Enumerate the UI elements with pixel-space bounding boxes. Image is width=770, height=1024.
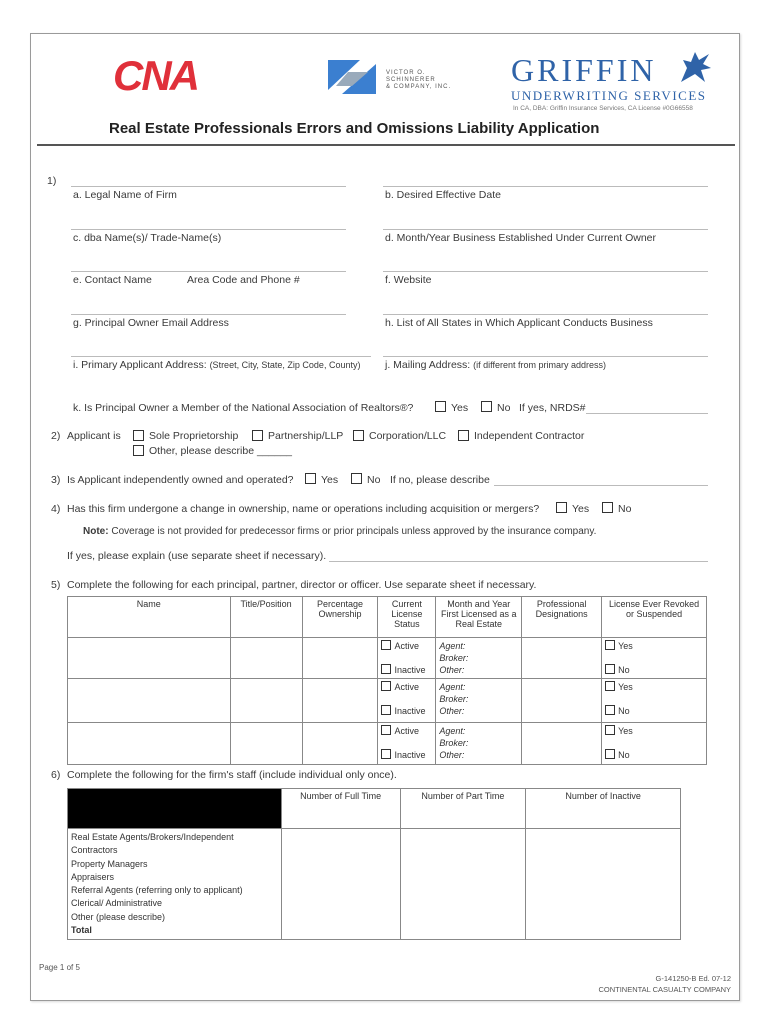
status-active[interactable] xyxy=(381,640,432,651)
col-designations: Professional Designations xyxy=(522,597,602,638)
q2-other-label: Other, please describe ______ xyxy=(149,445,293,457)
q3-describe-field[interactable] xyxy=(494,485,708,486)
revoked-no-checkbox[interactable] xyxy=(605,705,615,715)
q1b-label: b. Desired Effective Date xyxy=(385,189,501,201)
q1h-label: h. List of All States in Which Applicant Conducts Business xyxy=(385,317,653,329)
revoked-yes-checkbox[interactable] xyxy=(605,681,615,691)
q2-contractor-label: Independent Contractor xyxy=(474,430,585,442)
staff-table xyxy=(67,788,681,940)
col-part-time: Number of Part Time xyxy=(400,789,526,829)
q5-label: Complete the following for each principal, partner, director or officer. Use separate sheet if necessary. xyxy=(67,579,537,591)
q3-yes-checkbox[interactable] xyxy=(305,473,316,484)
principal-status-cell xyxy=(378,638,436,679)
q6-label: Complete the following for the firm's staff (include individual only once). xyxy=(67,769,397,781)
q3-no-checkbox[interactable] xyxy=(351,473,362,484)
title-rule xyxy=(37,144,735,146)
q2-sole-checkbox[interactable] xyxy=(133,430,144,441)
staff-labels-cell xyxy=(68,829,282,940)
schinnerer-text-2: SCHINNERER xyxy=(386,77,436,83)
col-ownership: Percentage Ownership xyxy=(302,597,378,638)
agent-label: Agent: xyxy=(439,641,466,651)
status-inactive[interactable] xyxy=(381,705,432,716)
q2-partnership-label: Partnership/LLP xyxy=(268,430,344,442)
inactive-label: Inactive xyxy=(394,750,426,760)
staff-row-label: Real Estate Agents/Brokers/Independent Contractors xyxy=(71,832,234,856)
q1e-field[interactable] xyxy=(71,271,346,272)
q4-note-text: Coverage is not provided for predecessor firms or prior principals unless approved by the insurance company. xyxy=(111,526,597,537)
col-full-time: Number of Full Time xyxy=(281,789,400,829)
principal-status-cell xyxy=(378,723,436,765)
principal-row-3 xyxy=(68,723,707,765)
revoked-yes-checkbox[interactable] xyxy=(605,640,615,650)
company-name: CONTINENTAL CASUALTY COMPANY xyxy=(598,985,731,994)
q1e-phone-label: Area Code and Phone # xyxy=(187,274,300,286)
q1d-label: d. Month/Year Business Established Under Current Owner xyxy=(385,232,657,244)
principal-revoked-cell xyxy=(602,638,707,679)
revoked-yes-checkbox[interactable] xyxy=(605,725,615,735)
q1k-no-label: No xyxy=(497,402,511,414)
q1c-label: c. dba Name(s)/ Trade-Name(s) xyxy=(73,232,222,244)
principal-name-cell[interactable] xyxy=(68,723,231,765)
q1i-label xyxy=(73,359,360,371)
staff-row-label: Total xyxy=(71,925,92,936)
q1f-label: f. Website xyxy=(385,274,432,286)
revoked-no[interactable] xyxy=(605,664,703,675)
col-first-licensed: Month and Year First Licensed as a Real Estate xyxy=(436,597,522,638)
application-page xyxy=(30,33,740,1001)
q2-label: Applicant is xyxy=(67,430,121,442)
staff-header-redacted xyxy=(68,789,282,829)
q2-other-checkbox[interactable] xyxy=(133,445,144,456)
page-title: Real Estate Professionals Errors and Omissions Liability Application xyxy=(109,120,600,137)
q1g-label: g. Principal Owner Email Address xyxy=(73,317,229,329)
staff-full-time-cell[interactable] xyxy=(281,829,400,940)
q1i-note: (Street, City, State, Zip Code, County) xyxy=(209,360,361,370)
col-license-status: Current License Status xyxy=(378,597,436,638)
q6-number: 6) xyxy=(51,769,61,781)
agent-label: Agent: xyxy=(439,682,466,692)
q2-corporation-checkbox[interactable] xyxy=(353,430,364,441)
principals-table xyxy=(67,596,707,765)
principal-licensed-cell[interactable] xyxy=(436,723,522,765)
q1k-yes-checkbox[interactable] xyxy=(435,401,446,412)
q1f-field[interactable] xyxy=(383,271,708,272)
q4-note xyxy=(83,526,596,537)
q2-corporation-label: Corporation/LLC xyxy=(369,430,447,442)
q4-no-label: No xyxy=(618,503,632,515)
other-label: Other: xyxy=(439,706,465,716)
revoked-yes[interactable] xyxy=(605,681,703,692)
revoked-no-checkbox[interactable] xyxy=(605,664,615,674)
staff-row-label: Clerical/ Administrative xyxy=(71,898,163,909)
staff-part-time-cell[interactable] xyxy=(400,829,526,940)
principal-name-cell[interactable] xyxy=(68,638,231,679)
principal-ownership-cell[interactable] xyxy=(302,679,378,723)
active-checkbox[interactable] xyxy=(381,681,391,691)
q1k-yes-label: Yes xyxy=(451,402,469,414)
staff-row-agents xyxy=(68,829,681,940)
staff-inactive-cell[interactable] xyxy=(526,829,681,940)
principal-status-cell xyxy=(378,679,436,723)
principal-designations-cell[interactable] xyxy=(522,723,602,765)
q1g-field[interactable] xyxy=(71,314,346,315)
principal-title-cell[interactable] xyxy=(230,679,302,723)
other-label: Other: xyxy=(439,665,465,675)
q4-yes-checkbox[interactable] xyxy=(556,502,567,513)
revoked-yes-label: Yes xyxy=(618,726,633,736)
q4-label: Has this firm undergone a change in ownership, name or operations including acquisition or mergers? xyxy=(67,503,540,515)
q1k-nrds-label: If yes, NRDS# xyxy=(519,402,586,414)
q1j-field[interactable] xyxy=(383,356,708,357)
griffin-name: GRIFFIN xyxy=(511,52,657,88)
q1a-field[interactable] xyxy=(71,186,346,187)
form-number: G-141250-B Ed. 07-12 xyxy=(655,974,731,983)
principal-name-cell[interactable] xyxy=(68,679,231,723)
q3-no-label: No xyxy=(367,474,381,486)
broker-label: Broker: xyxy=(439,653,469,663)
q4-note-bold: Note: xyxy=(83,526,109,537)
staff-row-label: Referral Agents (referring only to applicant) xyxy=(71,885,243,896)
q5-number: 5) xyxy=(51,579,61,591)
col-revoked: License Ever Revoked or Suspended xyxy=(602,597,707,638)
q2-contractor-checkbox[interactable] xyxy=(458,430,469,441)
cna-logo xyxy=(113,56,223,96)
q4-no-checkbox[interactable] xyxy=(602,502,613,513)
col-name: Name xyxy=(68,597,231,638)
status-active[interactable] xyxy=(381,681,432,692)
q2-sole-label: Sole Proprietorship xyxy=(149,430,239,442)
svg-text:CNA: CNA xyxy=(113,56,198,96)
q4-explain-field[interactable] xyxy=(329,561,708,562)
q4-yes-label: Yes xyxy=(572,503,590,515)
griffin-sub: UNDERWRITING SERVICES xyxy=(511,88,707,103)
revoked-no[interactable] xyxy=(605,749,703,760)
staff-row-label: Appraisers xyxy=(71,871,115,882)
inactive-label: Inactive xyxy=(394,665,426,675)
principal-row-2 xyxy=(68,679,707,723)
inactive-checkbox[interactable] xyxy=(381,705,391,715)
principal-revoked-cell xyxy=(602,723,707,765)
griffin-emblem-icon xyxy=(677,48,713,86)
q4-explain-label: If yes, please explain (use separate sheet if necessary). xyxy=(67,550,327,562)
q1e-label: e. Contact Name xyxy=(73,274,152,286)
q2-partnership-checkbox[interactable] xyxy=(252,430,263,441)
q3-number: 3) xyxy=(51,474,61,486)
revoked-no[interactable] xyxy=(605,705,703,716)
q4-number: 4) xyxy=(51,503,61,515)
q1a-label: a. Legal Name of Firm xyxy=(73,189,177,201)
q1k-no-checkbox[interactable] xyxy=(481,401,492,412)
q1i-label-text: i. Primary Applicant Address: xyxy=(73,359,207,371)
q3-yes-label: Yes xyxy=(321,474,339,486)
principal-designations-cell[interactable] xyxy=(522,638,602,679)
schinnerer-text-1: VICTOR O. xyxy=(386,70,426,76)
status-inactive[interactable] xyxy=(381,664,432,675)
principal-ownership-cell[interactable] xyxy=(302,723,378,765)
principal-title-cell[interactable] xyxy=(230,638,302,679)
principal-row-1 xyxy=(68,638,707,679)
schinnerer-logo xyxy=(328,60,458,96)
staff-row-label: Other (please describe) xyxy=(71,911,166,922)
principal-title-cell[interactable] xyxy=(230,723,302,765)
status-active[interactable] xyxy=(381,725,432,736)
other-label: Other: xyxy=(439,750,465,760)
q1j-label xyxy=(385,359,606,371)
griffin-license: In CA, DBA: Griffin Insurance Services, CA License #0G66558 xyxy=(513,105,693,112)
inactive-checkbox[interactable] xyxy=(381,664,391,674)
griffin-logo xyxy=(509,48,724,116)
q1b-field[interactable] xyxy=(383,186,708,187)
q3-label: Is Applicant independently owned and operated? xyxy=(67,474,294,486)
q3-describe-label: If no, please describe xyxy=(390,474,490,486)
revoked-yes-label: Yes xyxy=(618,641,633,651)
q2-number: 2) xyxy=(51,430,61,442)
active-checkbox[interactable] xyxy=(381,725,391,735)
q1j-note: (if different from primary address) xyxy=(473,360,607,370)
active-label: Active xyxy=(394,726,419,736)
q1k-label: k. Is Principal Owner a Member of the National Association of Realtors®? xyxy=(73,402,414,414)
q1c-field[interactable] xyxy=(71,229,346,230)
q1i-field[interactable] xyxy=(71,356,371,357)
revoked-no-label: No xyxy=(618,706,630,716)
status-inactive[interactable] xyxy=(381,749,432,760)
staff-row-label: Property Managers xyxy=(71,858,148,869)
schinnerer-text-3: & COMPANY, INC. xyxy=(386,84,452,90)
principal-revoked-cell xyxy=(602,679,707,723)
col-title: Title/Position xyxy=(230,597,302,638)
q1d-field[interactable] xyxy=(383,229,708,230)
inactive-label: Inactive xyxy=(394,706,426,716)
broker-label: Broker: xyxy=(439,738,469,748)
principal-designations-cell[interactable] xyxy=(522,679,602,723)
revoked-no-label: No xyxy=(618,750,630,760)
broker-label: Broker: xyxy=(439,694,469,704)
revoked-yes[interactable] xyxy=(605,640,703,651)
revoked-yes[interactable] xyxy=(605,725,703,736)
principal-licensed-cell[interactable] xyxy=(436,638,522,679)
principal-ownership-cell[interactable] xyxy=(302,638,378,679)
q1-number: 1) xyxy=(47,175,57,187)
revoked-no-checkbox[interactable] xyxy=(605,749,615,759)
q1k-nrds-field[interactable] xyxy=(586,413,708,414)
q1j-label-text: j. Mailing Address: xyxy=(385,359,471,371)
page-number: Page 1 of 5 xyxy=(39,963,80,972)
inactive-checkbox[interactable] xyxy=(381,749,391,759)
active-label: Active xyxy=(394,641,419,651)
q1h-field[interactable] xyxy=(383,314,708,315)
agent-label: Agent: xyxy=(439,726,466,736)
active-checkbox[interactable] xyxy=(381,640,391,650)
revoked-no-label: No xyxy=(618,665,630,675)
active-label: Active xyxy=(394,682,419,692)
col-inactive: Number of Inactive xyxy=(526,789,681,829)
principal-licensed-cell[interactable] xyxy=(436,679,522,723)
revoked-yes-label: Yes xyxy=(618,682,633,692)
